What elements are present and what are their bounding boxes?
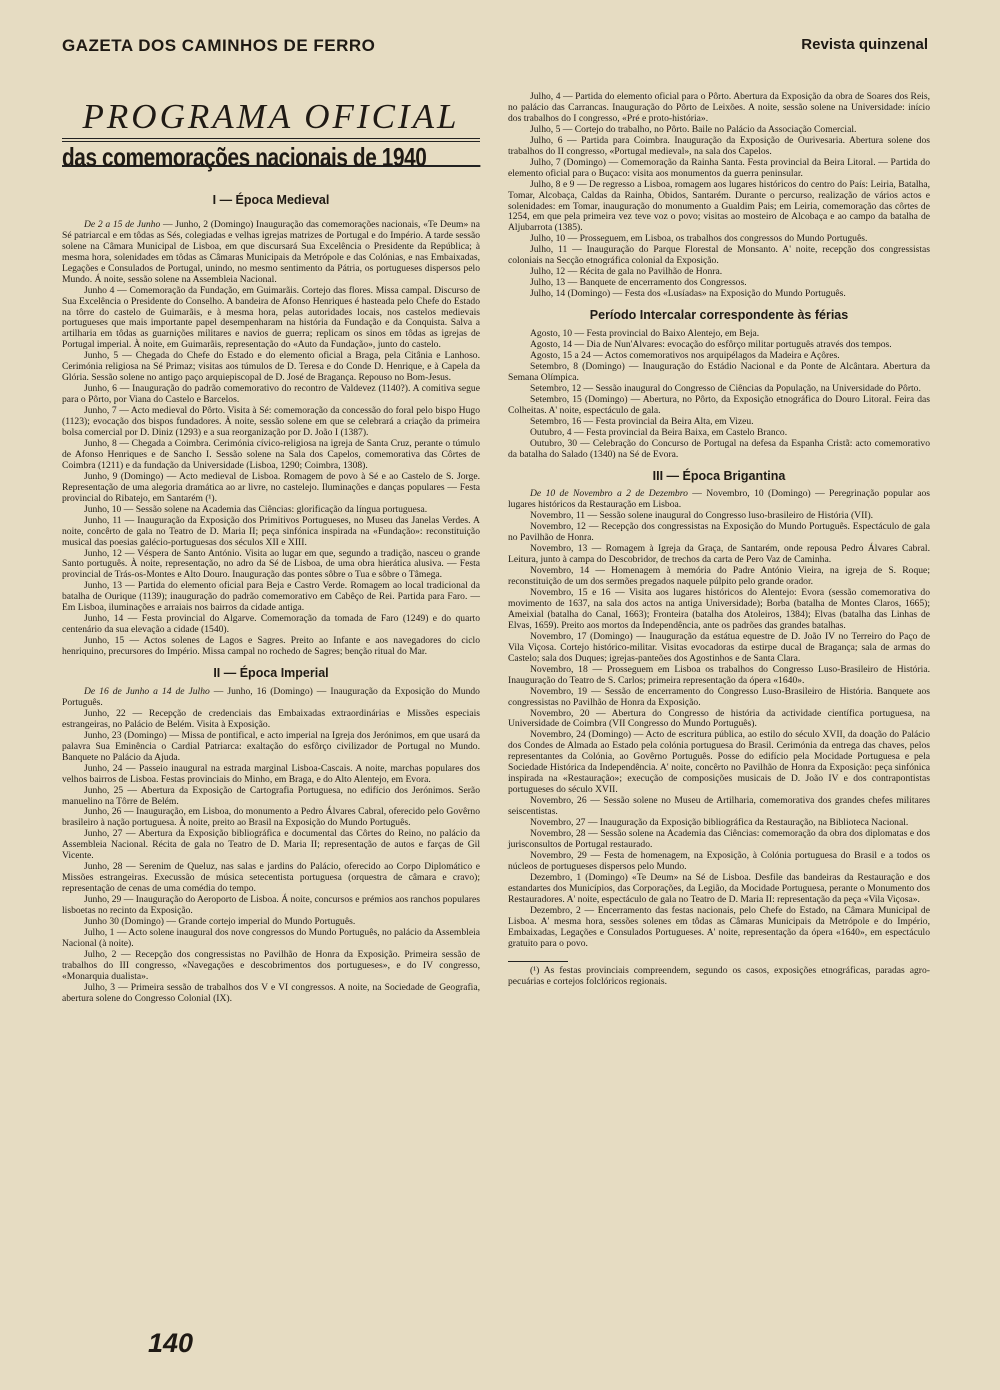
imperial-paragraph: Julho, 3 — Primeira sessão de trabalhos dos V e VI congressos. A noite, na Sociedade de Geografia, abertura solene do Congresso Colonial (IX).: [62, 981, 480, 1004]
imperial-paragraph: Junho, 22 — Recepção de credenciais das Embaixadas extraordinárias e Missões especiais estrangeiras, no Palácio de Belém. Visita à Exposição.: [62, 707, 480, 730]
brigantina-paragraph: Novembro, 28 — Sessão solene na Academia das Ciências: comemoração da obra dos diplomatas e dos jurisconsultos de Portugal restaurado.: [508, 828, 930, 850]
imperial-paragraph: Junho, 25 — Abertura da Exposição de Cartografia Portuguesa, no edifício dos Jerónimos. Serão manuelino na Tôrre de Belém.: [62, 784, 480, 807]
imperial-body-left: [62, 687, 480, 1005]
brigantina-paragraph: Novembro, 19 — Sessão de encerramento do Congresso Luso-Brasileiro de História. Banquete aos congressistas no Pavilhão de Honra da Exposição.: [508, 685, 930, 708]
brigantina-paragraph: Novembro, 24 (Domingo) — Acto de escritura pública, ao estilo do século XVII, da doação do Palácio dos Condes de Almada ao Estado pela colónia portuguesa do Brasil. Cerimónia da entrega das chaves, pelos representantes da Colónia, ao Govêrno Português. Posse do edifício pela Mocidade Portuguesa e pela Sociedade Histórica da Independência. A' noite, concêrto no Pavilhão de Honra da Exposição: peça sinfónica inspirada na «Restauração»; execução de composições musicais de D. João IV e dos contrapontistas portugueses do século XVII.: [508, 729, 930, 796]
brigantina-paragraph: Novembro, 12 — Recepção dos congressistas na Exposição do Mundo Português. Espectáculo de gala no Pavilhão de Honra.: [508, 521, 930, 544]
medieval-paragraph: Junho, 11 — Inauguração da Exposição dos Primitivos Portugueses, no Museu das Janelas Verdes. A noite, concêrto de gala no Teatro de D. Maria II; peça sinfónica inspirada na «Fundação»: reconstituição musical das poesias galécio-portuguesas dos séculos XII e XIII.: [62, 514, 480, 548]
medieval-paragraph: Junho, 6 — Inauguração do padrão comemorativo do recontro de Valdevez (1140?). A comitiva segue para o Pôrto, por Viana do Castelo e Barcelos.: [62, 383, 480, 406]
intercalar-paragraph: Setembro, 16 — Festa provincial da Beira Alta, em Vizeu.: [530, 415, 754, 427]
medieval-paragraph: Junho, 9 (Domingo) — Acto medieval de Lisboa. Romagem de povo à Sé e ao Castelo de S. Jorge. Representação de uma alegoria dramática ao ar livre, no castelejo. Iluminações e danças populares — Festa provincial do Ribatejo, em Santarém (¹).: [62, 470, 480, 504]
medieval-paragraph: Junho 4 — Comemoração da Fundação, em Guimarãis. Cortejo das flores. Missa campal. Discurso de Sua Excelência o Presidente do Conselho. A bandeira de Afonso Henriques é hasteada pelo Chefe do Estado na tôrre do castelo de Guimarãis, e à mesma hora, pelas autoridades locais, nos castelos medievais portugueses que mais importante papel desempenharam na história da Fundação e da Conquista. Salva a artilharia em tôdas as guarnições militares e navios de guerra; replicam os sinos em tôdas as igrejas de Portugal imperial. À noite, em Guimarãis, representação do «Auto da Fundação», junto do castelo.: [62, 284, 480, 351]
right-column: [508, 92, 930, 988]
brigantina-paragraph: Novembro, 18 — Prosseguem em Lisboa os trabalhos do Congresso Luso-Brasileiro de História. Inauguração do Teatro de S. Carlos; primeira representação da ópera «1640».: [508, 663, 930, 686]
imperial-paragraph: Junho, 26 — Inauguração, em Lisboa, do monumento a Pedro Álvares Cabral, oferecido pelo Govêrno brasileiro à nação portuguesa. À noite, preito ao Brasil na Exposição do Mundo Português.: [62, 806, 480, 829]
brigantina-paragraph: Novembro, 20 — Abertura do Congresso de história da actividade científica portuguesa, na Universidade de Coimbra (VII Congresso do Mundo Português).: [508, 707, 930, 730]
brigantina-paragraph: Novembro, 14 — Homenagem à memória do Padre António Vieira, na igreja de S. Roque; reconstituição de um dos sermões pregados naquele púlpito pelo grande orador.: [508, 565, 930, 588]
section-heading-brigantina: III — Época Brigantina: [652, 468, 786, 483]
medieval-paragraph: Junho, 8 — Chegada a Coimbra. Cerimónia cívico-religiosa na igreja de Santa Cruz, perante o túmulo de Afonso Henriques e de Sancho I. Sessão solene na Sala dos Capelos, comemorativa das Côrtes de Coimbra (1211) e da fundação da Universidade (Lisboa, 1290; Coimbra, 1308).: [62, 437, 480, 471]
medieval-paragraph: Junho, 15 — Actos solenes de Lagos e Sagres. Preito ao Infante e aos navegadores do ciclo henriquino, precursores do Império. Missa campal no rochedo de Sagres; benção ritual do Mar.: [62, 635, 480, 658]
imperial-paragraph: De 16 de Junho a 14 de Julho — Junho, 16 (Domingo) — Inauguração da Exposição do Mundo Português.: [62, 685, 480, 708]
imperial-paragraph: Julho, 8 e 9 — De regresso a Lisboa, romagem aos lugares históricos do centro do País: Leiria, Batalha, Tomar, Alcobaça, Caldas da Rainha, Obidos, Santarém. Durante o percurso, realização de vários actos e solenidades: em Tomar, inauguração do monumento a Gualdim Pais; em Leiria, comemoração das côrtes de 1254, em que pela primeira vez teve voz o povo; visitas ao mosteiro de Alcobaça e ao campo da batalha de Aljubarrota (1385).: [508, 178, 930, 234]
footnote: (¹) As festas provinciais compreendem, segundo os casos, exposições etnográficas, paradas agro-pecuárias e cortejos folclóricos regionais.: [508, 965, 930, 988]
medieval-body: [62, 220, 480, 658]
brigantina-paragraph: Novembro, 27 — Inauguração da Exposição bibliográfica da Restauração, na Biblioteca Nacional.: [530, 817, 909, 829]
medieval-lead-date: De 2 a 15 de Junho: [84, 218, 161, 230]
brigantina-paragraph: Novembro, 29 — Festa de homenagem, na Exposição, à Colónia portuguesa do Brasil e a todos os núcleos de portugueses dispersos pelo Mundo.: [508, 849, 930, 872]
intercalar-paragraph: Agosto, 10 — Festa provincial do Baixo Alentejo, em Beja.: [530, 328, 760, 340]
imperial-paragraph: Junho, 24 — Passeio inaugural na estrada marginal Lisboa-Cascais. A noite, marchas populares dos velhos bairros de Lisboa. Festas provinciais do Minho, em Braga, e do Alto Alentejo, em Evora.: [62, 762, 480, 785]
brigantina-lead-date: De 10 de Novembro a 2 de Dezembro: [530, 488, 688, 500]
imperial-paragraph: Julho, 14 (Domingo) — Festa dos «Lusíadas» na Exposição do Mundo Português.: [530, 288, 846, 300]
medieval-paragraph: Junho, 7 — Acto medieval do Pôrto. Visita à Sé: comemoração da concessão do foral pelo bispo Hugo (1123); evocação dos bispos fundadores. À noite, sessão solene em que se celebrará a criação da primeira bolsa comercial por D. Diniz (1293) e a sua reorganização por D. João I (1387).: [62, 405, 480, 439]
imperial-paragraph: Julho, 10 — Prosseguem, em Lisboa, os trabalhos dos congressos do Mundo Português.: [530, 233, 868, 245]
imperial-paragraph: Julho, 11 — Inauguração do Parque Florestal de Monsanto. A' noite, recepção dos congressistas coloniais na Secção etnográfica colonial da Exposição.: [508, 244, 930, 267]
journal-subtitle: Revista quinzenal: [801, 36, 928, 53]
intercalar-paragraph: Agosto, 14 — Dia de Nun'Alvares: evocação do esfôrço militar português através dos tempos.: [530, 339, 892, 351]
medieval-paragraph: Junho, 14 — Festa provincial do Algarve. Comemoração da tomada de Faro (1249) e do quarto centenário da sua elevação a cidade (1540).: [62, 613, 480, 636]
imperial-paragraph: Julho, 6 — Partida para Coimbra. Inauguração da Exposição de Ourivesaria. Abertura solene dos trabalhos do II congresso, «Portugal medieval», na sala dos Capelos.: [508, 134, 930, 157]
brigantina-paragraph: Novembro, 15 e 16 — Visita aos lugares históricos do Alentejo: Evora (sessão comemorativa do movimento de 1637, na sala dos actos na antiga Universidade); Borba (batalha de Montes Claros, 1665); Ameixial (batalha do Canal, 1663); Fronteira (batalha dos Atoleiros, 1384); Elvas (batalha das Linhas de Elvas, 1659). Preito aos mortos da Independência, ante os padrões das grandes batalhas.: [508, 587, 930, 631]
page-subtitle: das comemorações nacionais de 1940: [62, 152, 480, 167]
intercalar-paragraph: Outubro, 30 — Celebração do Concurso de Portugal na defesa da Espanha Cristã: acto comemorativo da batalha do Salado (1340) na Sé de Evora.: [508, 437, 930, 460]
medieval-paragraph: Junho, 5 — Chegada do Chefe do Estado e do elemento oficial a Braga, pela Citânia e Lanhoso. Cerimónia religiosa na Sé Primaz; visitas aos túmulos de D. Teresa e do Conde D. Henrique, e à Capela da Glória. Sessão solene no antigo paço arquiepiscopal de D. José de Bragança. Repouso no Bom-Jesus.: [62, 350, 480, 384]
imperial-paragraph: Junho, 29 — Inauguração do Aeroporto de Lisboa. Á noite, concursos e prémios aos ranchos populares lisboetas no recinto da Exposição.: [62, 894, 480, 917]
intercalar-body: [508, 329, 930, 460]
imperial-paragraph: Julho, 5 — Cortejo do trabalho, no Pôrto. Baile no Palácio da Associação Comercial.: [530, 123, 857, 135]
imperial-paragraph: Junho, 27 — Abertura da Exposição bibliográfica e documental das Côrtes do Reino, no palácio da Assembleia Nacional. Récita de gala no Teatro de D. Maria II; representação de autos e farças de Gil Vicente.: [62, 828, 480, 862]
page-title: PROGRAMA OFICIAL: [62, 98, 480, 139]
section-heading-imperial: II — Época Imperial: [213, 666, 329, 681]
medieval-paragraph: Junho, 12 — Véspera de Santo António. Visita ao lugar em que, segundo a tradição, nasceu o grande Santo português. À noite, representação, no adro da Sé de Lisboa, de uma obra hierática alusiva. — Festa provincial de Trás-os-Montes e Alto Douro. Inauguração das pontes sôbre o Tua e sôbre o Tâmega.: [62, 547, 480, 581]
brigantina-paragraph: Dezembro, 1 (Domingo) «Te Deum» na Sé de Lisboa. Desfile das bandeiras da Restauração e dos estandartes dos Municípios, das Corporações, da Legião, da Mocidade Portuguesa, perante o Monumento dos Restauradores. A' noite, espectáculo de gala no Teatro de D. Maria II: representação da peça «Vila Viçosa».: [508, 871, 930, 905]
intercalar-paragraph: Setembro, 12 — Sessão inaugural do Congresso de Ciências da População, na Universidade do Pôrto.: [530, 382, 921, 394]
imperial-paragraph: Junho, 23 (Domingo) — Missa de pontifical, e acto imperial na Igreja dos Jerónimos, em que usará da palavra Sua Eminência o Cardial Patriarca: exaltação do esfôrço civilizador de Portugal no Mundo. Banquete no Palácio da Ajuda.: [62, 729, 480, 763]
brigantina-body: [508, 489, 930, 949]
footnote-rule: [508, 961, 568, 962]
imperial-paragraph: Junho, 28 — Serenim de Queluz, nas salas e jardins do Palácio, oferecido ao Corpo Diplomático e Missões estrangeiras. Execussão de música setecentista portuguesa (orquestra de câmara e cravo); representação de cenas de uma comédia do tempo.: [62, 861, 480, 895]
intercalar-paragraph: Setembro, 15 (Domingo) — Abertura, no Pôrto, da Exposição etnográfica do Douro Litoral. Feira das Colheitas. A' noite, espectáculo de gala.: [508, 393, 930, 416]
medieval-paragraph: Junho, 13 — Partida do elemento oficial para Beja e Castro Verde. Romagem ao local tradicional da batalha de Ourique (1139); inauguração do padrão comemorativo em Cabêço de Rei. Partida para Faro. — Em Lisboa, iluminações e arraiais nos bairros da cidade antiga.: [62, 580, 480, 614]
imperial-body-right: [508, 92, 930, 300]
imperial-lead-date: De 16 de Junho a 14 de Julho: [84, 685, 210, 697]
section-heading-medieval: I — Época Medieval: [212, 192, 330, 207]
medieval-paragraph: De 2 a 15 de Junho — Junho, 2 (Domingo) Inauguração das comemorações nacionais, «Te Deum» na Sé patriarcal e em tôdas as Sés, colegiadas e velhas igrejas matrizes de Portugal e do Império. A tarde sessão solene na Câmara Municipal de Lisboa, em que discursará Sua Excelência o Presidente da República; à mesma hora, solenidades em tôdas as Câmaras Municipais da Metrópole e das Colónias, e nas Embaixadas, Legações e Consulados de Portugal, unindo, no mesmo sentimento da Pátria, os portugueses dispersos pelo Mundo. Á noite, sessão solene na Assembleia Nacional.: [62, 218, 480, 285]
imperial-paragraph: Junho 30 (Domingo) — Grande cortejo imperial do Mundo Português.: [84, 916, 356, 927]
intercalar-paragraph: Agosto, 15 a 24 — Actos comemorativos nos arquipélagos da Madeira e Açôres.: [530, 349, 840, 361]
brigantina-paragraph: Novembro, 13 — Romagem à Igreja da Graça, de Santarém, onde repousa Pedro Álvares Cabral. Leitura, junto à campa do Descobridor, de trechos da carta de Pero Vaz de Caminha.: [508, 543, 930, 566]
section-heading-intercalar: Período Intercalar correspondente às férias: [589, 308, 849, 323]
page-number: 140: [148, 1328, 194, 1358]
imperial-paragraph: Julho, 4 — Partida do elemento oficial para o Pôrto. Abertura da Exposição da obra de Soares dos Reis, no palácio das Carrancas. Inauguração do Pôrto de Leixões. A noite, sessão solene na Universidade: início dos trabalhos do I congresso, «Pré e proto-história».: [508, 91, 930, 124]
brigantina-paragraph: Novembro, 26 — Sessão solene no Museu de Artilharia, comemorativa dos grandes chefes militares seiscentistas.: [508, 795, 930, 818]
imperial-paragraph: Julho, 2 — Recepção dos congressistas no Pavilhão de Honra da Exposição. Primeira sessão de trabalhos do III congresso, «Navegações e descobrimentos dos portugueses», e do IV congresso, «Monarquia dualista».: [62, 948, 480, 982]
intercalar-paragraph: Setembro, 8 (Domingo) — Inauguração do Estádio Nacional e da Ponte de Alcântara. Abertura da Semana Olímpica.: [508, 360, 930, 383]
intercalar-paragraph: Outubro, 4 — Festa provincial da Beira Baixa, em Castelo Branco.: [530, 426, 788, 438]
brigantina-paragraph: De 10 de Novembro a 2 de Dezembro — Novembro, 10 (Domingo) — Peregrinação popular aos lugares históricos da Restauração em Lisboa.: [508, 488, 930, 511]
imperial-paragraph: Julho, 13 — Banquete de encerramento dos Congressos.: [530, 277, 747, 289]
journal-title: GAZETA DOS CAMINHOS DE FERRO: [62, 36, 376, 55]
imperial-paragraph: Julho, 12 — Récita de gala no Pavilhão de Honra.: [530, 266, 723, 278]
brigantina-paragraph: Novembro, 11 — Sessão solene inaugural do Congresso luso-brasileiro de História (VII).: [530, 510, 874, 522]
medieval-paragraph: Junho, 10 — Sessão solene na Academia das Ciências: glorificação da língua portuguesa.: [84, 503, 428, 515]
left-column: [62, 92, 480, 1005]
brigantina-paragraph: Novembro, 17 (Domingo) — Inauguração da estátua equestre de D. João IV no Terreiro do Paço de Vila Viçosa. Cortejo histórico-militar. Visitas evocadoras da estirpe ducal de Bragança; sala de armas do Castelo; sala dos Duques; igrejas-panteões dos Agostinhos e de Santa Clara.: [508, 630, 930, 664]
imperial-paragraph: Julho, 1 — Acto solene inaugural dos nove congressos do Mundo Português, no palácio da Assembleia Nacional (à noite).: [62, 926, 480, 949]
imperial-paragraph: Julho, 7 (Domingo) — Comemoração da Rainha Santa. Festa provincial da Beira Litoral. — Partida do elemento oficial para o Buçaco: visita aos monumentos da guerra peninsular.: [508, 156, 930, 179]
brigantina-paragraph: Dezembro, 2 — Encerramento das festas nacionais, pelo Chefe do Estado, na Câmara Municipal de Lisboa. A' mesma hora, sessões solenes em tôdas as Câmaras Municipais da Metrópole e do Império, Embaixadas, Legações e Consulados Portugueses. A' noite, representação da ópera «1640», em espectáculo gratuito para o povo.: [508, 904, 930, 949]
